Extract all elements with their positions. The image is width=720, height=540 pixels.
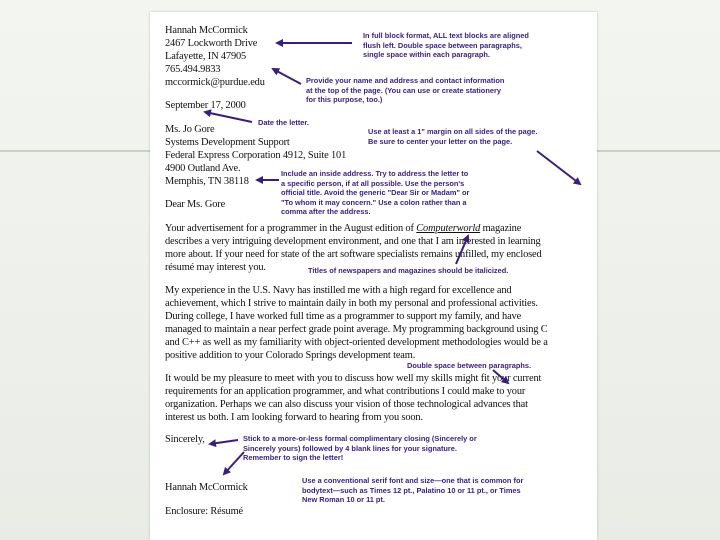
- arrow-margin: [537, 151, 580, 184]
- note-margin: Use at least a 1" margin on all sides of the page. Be sure to center your letter on the page.: [368, 127, 538, 146]
- para2-line: My experience in the U.S. Navy has instilled me with a high regard for excellence and: [165, 285, 512, 296]
- para2-line: managed to maintain a near perfect grade point average. My programming background using C: [165, 324, 548, 335]
- sender-street: 2467 Lockworth Drive: [165, 38, 258, 49]
- para3-line: organization. Perhaps we can also discuss your vision of those technological advances that: [165, 399, 528, 410]
- para2-line: achievement, which I strive to maintain daily in both my personal and professional activities.: [165, 298, 538, 309]
- arrow-name-address: [273, 69, 301, 84]
- recipient-city: Memphis, TN 38118: [165, 176, 249, 187]
- recipient-name: Ms. Jo Gore: [165, 124, 215, 135]
- recipient-company: Federal Express Corporation 4912, Suite 101: [165, 150, 347, 161]
- note-font: Use a conventional serif font and size—one that is common for bodytext—such as Times 12 pt., Palatino 10 or 11 pt., or Times New Roman 10 or 11 pt.: [302, 476, 524, 505]
- sender-name: Hannah McCormick: [165, 25, 248, 36]
- recipient-street: 4900 Outland Ave.: [165, 163, 241, 174]
- note-date: Date the letter.: [258, 118, 309, 127]
- sender-city: Lafayette, IN 47905: [165, 51, 247, 62]
- arrow-date: [205, 112, 252, 122]
- para1-line: describes a very intriguing development environment, and one that I am interested in learning: [165, 236, 541, 247]
- closing: Sincerely,: [165, 434, 205, 445]
- para1-line: Your advertisement for a programmer in the August edition of Computerworld magazine: [165, 223, 522, 234]
- note-closing: Stick to a more-or-less formal complimentary closing (Sincerely or Sincerely yours) followed by 4 blank lines for your signature. Remember to sign the letter!: [243, 434, 477, 463]
- para1-line: résumé may interest you.: [165, 262, 266, 273]
- letter-date: September 17, 2000: [165, 100, 246, 111]
- note-double-space: Double space between paragraphs.: [407, 361, 532, 370]
- arrow-closing: [210, 440, 238, 444]
- note-block-format: In full block format, ALL text blocks are aligned flush left. Double space between paragraphs, single space within each paragraph.: [363, 31, 529, 60]
- arrow-font: [224, 452, 244, 474]
- signature-name: Hannah McCormick: [165, 482, 248, 493]
- para3-line: interest us both. I am looking forward to hearing from you soon.: [165, 412, 423, 423]
- magazine-title: Computerworld: [416, 223, 481, 234]
- note-italicize: Titles of newspapers and magazines should be italicized.: [308, 266, 509, 275]
- note-name-address: Provide your name and address and contact information at the top of the page. (You can use or create stationery for this purpose, too.): [306, 76, 505, 105]
- enclosure-line: Enclosure: Résumé: [165, 506, 243, 517]
- para2-line: During college, I have worked full time as a programmer to support my family, and have: [165, 311, 522, 322]
- para1-line: more about. If your need for state of the art software specialists remains unfilled, my enclosed: [165, 249, 542, 260]
- recipient-title: Systems Development Support: [165, 137, 290, 148]
- para2-line: and C++ as well as my familiarity with object-oriented development methodologies would be a: [165, 337, 548, 348]
- sender-email: mccormick@purdue.edu: [165, 77, 265, 88]
- arrow-double-space: [493, 370, 508, 383]
- arrow-italicize: [456, 236, 468, 264]
- salutation: Dear Ms. Gore: [165, 199, 226, 210]
- para2-line: positive addition to your Colorado Springs development team.: [165, 350, 416, 361]
- para3-line: It would be my pleasure to meet with you to discuss how well my skills might fit your current: [165, 373, 542, 384]
- sender-phone: 765.494.9833: [165, 64, 221, 75]
- note-inside-address: Include an inside address. Try to address the letter to a specific person, if at all possible. Use the person's official title. Avoid the generic "Dear Sir or Madam" or "To whom it may concern." Use a colon rather than a comma after the address.: [281, 169, 470, 217]
- para3-line: requirements for an application programmer, and what contributions I could make to your: [165, 386, 526, 397]
